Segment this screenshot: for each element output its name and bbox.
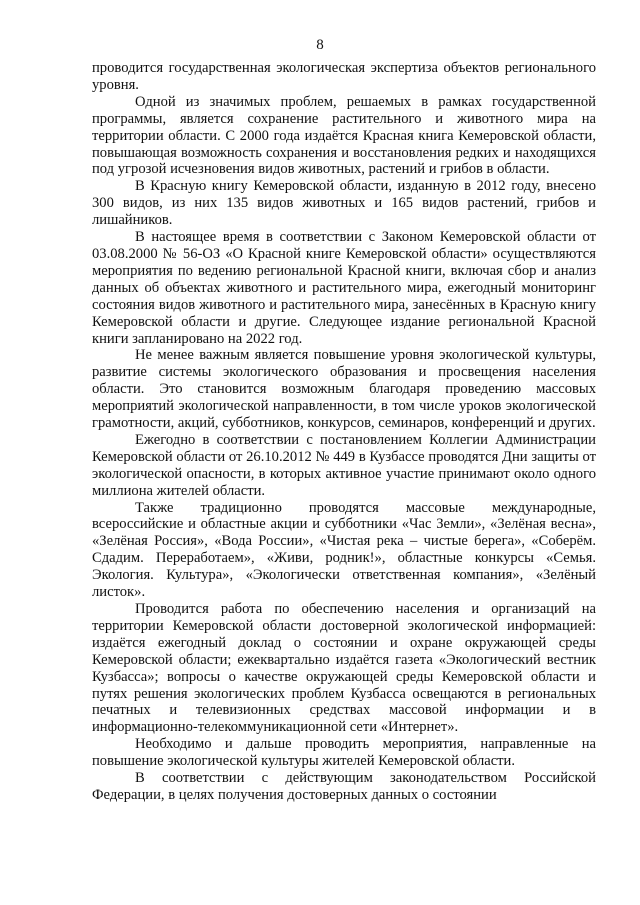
paragraph-legislation: В соответствии с действующим законодательством Российской Федерации, в целях получения достоверных данных о состоянии [92,770,596,803]
paragraph-red-book-species: В Красную книгу Кемеровской области, изданную в 2012 году, внесено 300 видов, из них 135 видов животных и 165 видов растений, грибов и лишайников. [92,178,596,229]
paragraph-protection-days: Ежегодно в соответствии с постановлением Коллегии Администрации Кемеровской области от 26.10.2012 № 449 в Кузбассе проводятся Дни защиты от экологической опасности, в которых активное участие принимают около одного миллиона жителей области. [92,431,596,499]
paragraph-continued: проводится государственная экологическая экспертиза объектов регионального уровня. [92,60,596,93]
paragraph-ecological-information: Проводится работа по обеспечению населения и организаций на территории Кемеровской области достоверной экологической информацией: издаётся ежегодный доклад о состоянии и охране окружающей среды Кемеровской области; ежеквартально издаётся газета «Экологический вестник Кузбасса»; вопросы о качестве окружающей среды Кемеровской области и путях решения экологических проблем Кузбасса освещаются в региональных печатных и телевизионных средствах массовой информации и в информационно-телекоммуникационной сети «Интернет». [92,601,596,736]
page-number: 8 [316,37,324,53]
paragraph-red-book-intro: Одной из значимых проблем, решаемых в рамках государственной программы, является сохранение растительного и животного мира на территории области. С 2000 года издаётся Красная книга Кемеровской области, повышающая возможность сохранения и восстановления редких и находящихся под угрозой исчезновения видов животных, растений и грибов в области. [92,93,596,178]
paragraph-mass-actions: Также традиционно проводятся массовые международные, всероссийские и областные акции и субботники «Час Земли», «Зелёная весна», «Зелёная Россия», «Вода России», «Чистая река – чистые берега», «Соберём. Сдадим. Переработаем», «Живи, родник!», областные конкурсы «Семья. Экология. Культура», «Экологически ответственная компания», «Зелёный листок». [92,499,596,601]
paragraph-ecological-culture: Не менее важным является повышение уровня экологической культуры, развитие системы экологического образования и просвещения населения области. Это становится возможным благодаря проведению массовых мероприятий экологической направленности, в том числе уроков экологической грамотности, акций, субботников, конкурсов, семинаров, конференций и других. [92,347,596,432]
paragraph-further-measures: Необходимо и дальше проводить мероприятия, направленные на повышение экологической культуры жителей Кемеровской области. [92,736,596,770]
paragraph-red-book-law: В настоящее время в соответствии с Законом Кемеровской области от 03.08.2000 № 56-ОЗ «О Красной книге Кемеровской области» осуществляются мероприятия по ведению региональной Красной книги, включая сбор и анализ данных об объектах животного и растительного мира, ежегодный мониторинг состояния видов животного и растительного мира, занесённых в Красную книгу Кемеровской области и другие. Следующее издание региональной Красной книги запланировано на 2022 год. [92,229,596,347]
document-body [92,60,596,804]
